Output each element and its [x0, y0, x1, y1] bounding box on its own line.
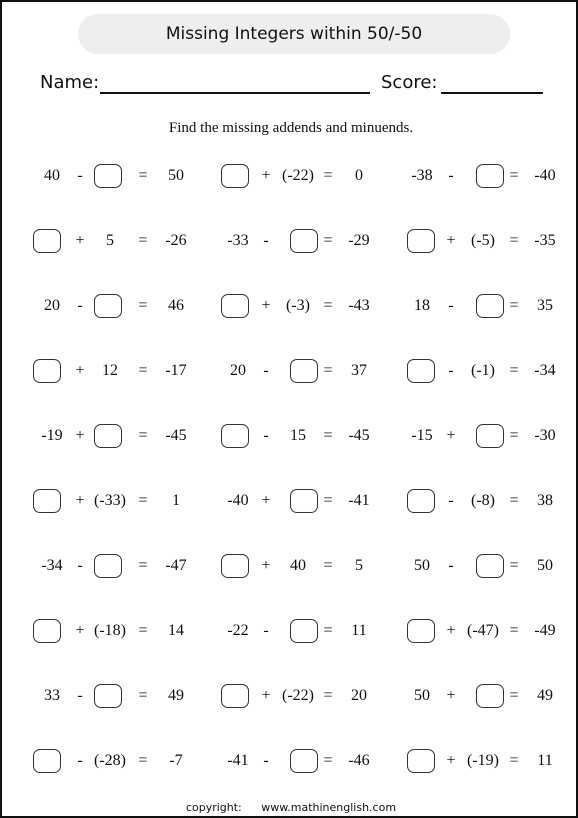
equals-sign: = [138, 232, 148, 249]
operator: + [75, 362, 85, 379]
answer-box[interactable] [407, 229, 435, 253]
equals-sign: = [323, 622, 333, 639]
answer-box[interactable] [290, 489, 318, 513]
operand: 40 [290, 557, 306, 574]
operand: 20 [44, 297, 60, 314]
website-link[interactable]: www.mathinenglish.com [261, 801, 397, 814]
operand: (-19) [467, 752, 499, 769]
operator: - [263, 232, 269, 249]
answer-box[interactable] [476, 684, 504, 708]
equals-sign: = [138, 297, 148, 314]
operator: + [261, 297, 271, 314]
equals-sign: = [323, 167, 333, 184]
result: 35 [537, 297, 553, 314]
equals-sign: = [323, 492, 333, 509]
operator: - [448, 167, 454, 184]
operand: (-3) [286, 297, 310, 314]
answer-box[interactable] [94, 294, 122, 318]
operand: (-18) [94, 622, 126, 639]
answer-box[interactable] [94, 554, 122, 578]
operator: - [77, 752, 83, 769]
equals-sign: = [138, 622, 148, 639]
answer-box[interactable] [290, 359, 318, 383]
answer-box[interactable] [290, 229, 318, 253]
result: -7 [169, 752, 183, 769]
equals-sign: = [138, 687, 148, 704]
operand: -22 [227, 622, 249, 639]
answer-box[interactable] [33, 229, 61, 253]
operator: - [448, 297, 454, 314]
equals-sign: = [138, 492, 148, 509]
operator: + [446, 232, 456, 249]
equals-sign: = [509, 297, 519, 314]
footer [2, 801, 578, 814]
operator: - [77, 167, 83, 184]
operator: + [446, 752, 456, 769]
operator: + [261, 167, 271, 184]
operand: -40 [227, 492, 249, 509]
equals-sign: = [323, 232, 333, 249]
score-label: Score: [381, 72, 438, 93]
equals-sign: = [138, 167, 148, 184]
operand: (-28) [94, 752, 126, 769]
equals-sign: = [509, 427, 519, 444]
operand: -33 [227, 232, 249, 249]
operand: (-22) [282, 687, 314, 704]
answer-box[interactable] [407, 359, 435, 383]
answer-box[interactable] [33, 749, 61, 773]
operator: - [448, 492, 454, 509]
operator: + [261, 492, 271, 509]
score-input-line[interactable] [441, 92, 543, 94]
answer-box[interactable] [33, 359, 61, 383]
answer-box[interactable] [221, 424, 249, 448]
operand: -34 [41, 557, 63, 574]
equals-sign: = [323, 752, 333, 769]
operand: 50 [414, 687, 430, 704]
operator: - [263, 427, 269, 444]
operand: (-33) [94, 492, 126, 509]
answer-box[interactable] [290, 619, 318, 643]
answer-box[interactable] [221, 294, 249, 318]
operator: + [75, 232, 85, 249]
equals-sign: = [509, 167, 519, 184]
equals-sign: = [509, 492, 519, 509]
result: -26 [165, 232, 187, 249]
operand: (-47) [467, 622, 499, 639]
equals-sign: = [509, 687, 519, 704]
operator: - [263, 752, 269, 769]
operator: + [446, 427, 456, 444]
answer-box[interactable] [407, 489, 435, 513]
operand: 12 [102, 362, 118, 379]
operand: 15 [290, 427, 306, 444]
result: 46 [168, 297, 184, 314]
result: -46 [348, 752, 370, 769]
answer-box[interactable] [476, 164, 504, 188]
name-label: Name: [40, 72, 100, 93]
result: 11 [351, 622, 367, 639]
result: 1 [172, 492, 180, 509]
operator: + [75, 427, 85, 444]
result: 50 [537, 557, 553, 574]
equals-sign: = [509, 232, 519, 249]
answer-box[interactable] [33, 619, 61, 643]
operator: - [263, 622, 269, 639]
result: 38 [537, 492, 553, 509]
result: 50 [168, 167, 184, 184]
operand: -41 [227, 752, 249, 769]
answer-box[interactable] [476, 424, 504, 448]
answer-box[interactable] [94, 424, 122, 448]
operand: (-1) [471, 362, 495, 379]
operator: + [75, 622, 85, 639]
operand: 20 [230, 362, 246, 379]
operator: + [75, 492, 85, 509]
operator: + [261, 557, 271, 574]
operator: - [77, 687, 83, 704]
result: -45 [165, 427, 187, 444]
operand: -15 [411, 427, 433, 444]
equals-sign: = [323, 557, 333, 574]
operator: - [448, 362, 454, 379]
equals-sign: = [323, 687, 333, 704]
operator: + [446, 622, 456, 639]
result: 20 [351, 687, 367, 704]
result: -35 [534, 232, 556, 249]
operand: (-5) [471, 232, 495, 249]
operand: 50 [414, 557, 430, 574]
equals-sign: = [509, 557, 519, 574]
operand: 18 [414, 297, 430, 314]
answer-box[interactable] [407, 619, 435, 643]
equals-sign: = [509, 622, 519, 639]
name-score-row [40, 72, 550, 98]
equals-sign: = [138, 557, 148, 574]
instructions: Find the missing addends and minuends. [168, 120, 414, 136]
equals-sign: = [323, 427, 333, 444]
answer-box[interactable] [407, 749, 435, 773]
result: -40 [534, 167, 556, 184]
worksheet-title: Missing Integers within 50/-50 [78, 14, 510, 54]
result: 49 [168, 687, 184, 704]
equals-sign: = [323, 297, 333, 314]
operator: - [77, 297, 83, 314]
result: -49 [534, 622, 556, 639]
operand: -38 [411, 167, 433, 184]
result: -47 [165, 557, 187, 574]
operator: - [77, 557, 83, 574]
answer-box[interactable] [290, 749, 318, 773]
answer-box[interactable] [33, 489, 61, 513]
result: -45 [348, 427, 370, 444]
result: 14 [168, 622, 184, 639]
equals-sign: = [138, 427, 148, 444]
equals-sign: = [509, 752, 519, 769]
result: -41 [348, 492, 370, 509]
operator: + [261, 687, 271, 704]
result: -17 [165, 362, 187, 379]
answer-box[interactable] [221, 164, 249, 188]
operator: - [263, 362, 269, 379]
operand: 5 [106, 232, 114, 249]
result: 37 [351, 362, 367, 379]
operator: + [446, 687, 456, 704]
name-input-line[interactable] [100, 92, 370, 94]
equals-sign: = [509, 362, 519, 379]
answer-box[interactable] [476, 554, 504, 578]
equals-sign: = [138, 752, 148, 769]
copyright-label: copyright: [185, 801, 242, 814]
equals-sign: = [138, 362, 148, 379]
result: -43 [348, 297, 370, 314]
result: 0 [355, 167, 363, 184]
answer-box[interactable] [476, 294, 504, 318]
operator: - [448, 557, 454, 574]
result: -30 [534, 427, 556, 444]
result: 11 [537, 752, 553, 769]
answer-box[interactable] [221, 684, 249, 708]
result: 5 [355, 557, 363, 574]
operand: (-22) [282, 167, 314, 184]
operand: -19 [41, 427, 63, 444]
result: -34 [534, 362, 556, 379]
answer-box[interactable] [221, 554, 249, 578]
answer-box[interactable] [94, 164, 122, 188]
equals-sign: = [323, 362, 333, 379]
operand: 33 [44, 687, 60, 704]
answer-box[interactable] [94, 684, 122, 708]
result: -29 [348, 232, 370, 249]
operand: (-8) [471, 492, 495, 509]
result: 49 [537, 687, 553, 704]
operand: 40 [44, 167, 60, 184]
